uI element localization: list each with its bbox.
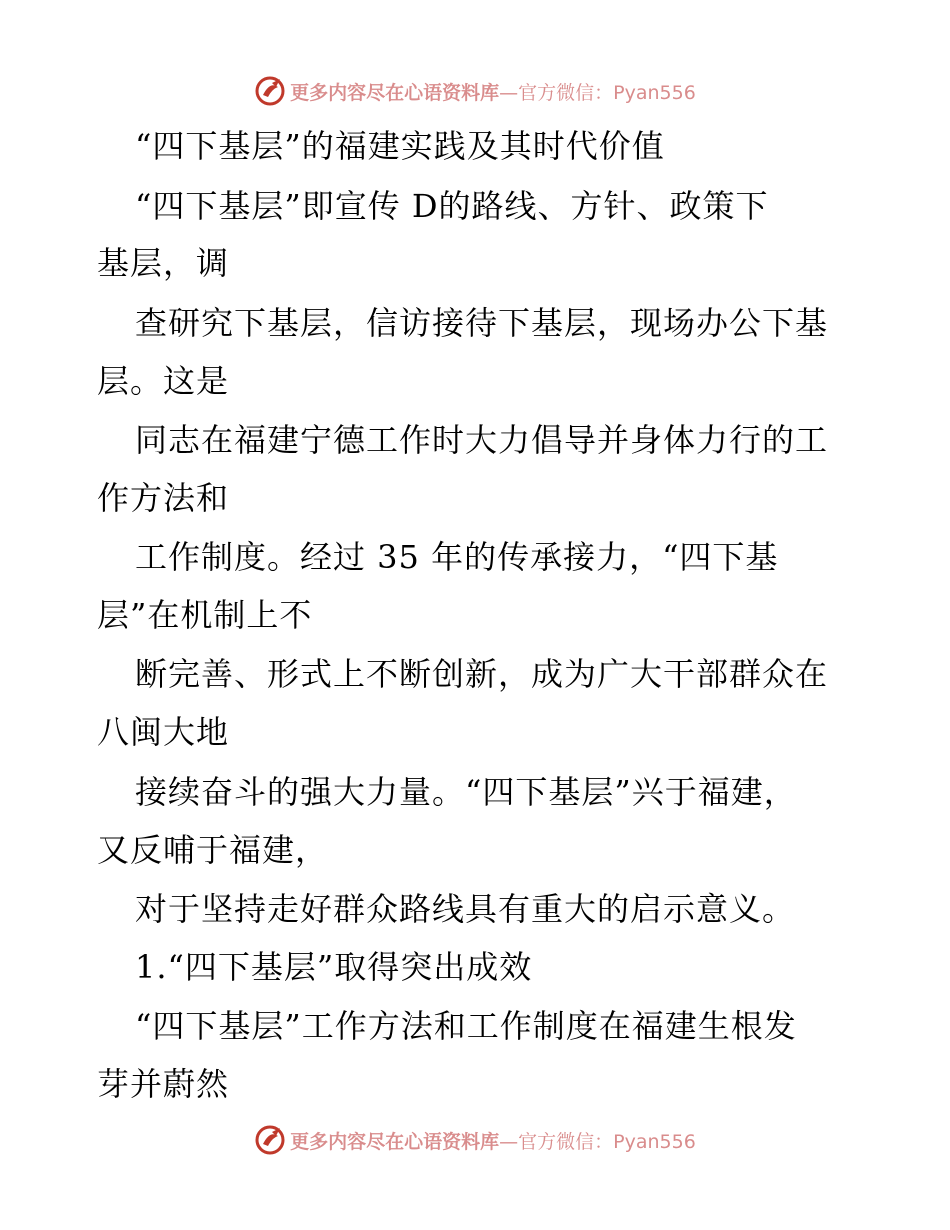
paragraph-line: 作方法和: [97, 479, 230, 517]
paragraph-line: 基层，调: [97, 244, 230, 282]
paragraph-line: “四下基层”即宣传 D的路线、方针、政策下: [135, 187, 769, 225]
paragraph-line: 断完善、形式上不断创新，成为广大干部群众在: [135, 655, 829, 693]
paragraph-line: 层。这是: [97, 362, 230, 400]
paragraph-line: 对于坚持走好群众路线具有重大的启示意义。: [135, 890, 796, 928]
paragraph-line: 层”在机制上不: [97, 596, 313, 634]
paragraph-line: 芽并蔚然: [97, 1065, 230, 1103]
seal-logo-icon: [254, 1124, 286, 1156]
doc-title: “四下基层”的福建实践及其时代价值: [135, 127, 665, 165]
header-watermark-text: 更多内容尽在心语资料库—官方微信：Pyan556: [290, 81, 696, 104]
paragraph-line: 又反哺于福建，: [97, 831, 329, 869]
paragraph-line: 八闽大地: [97, 713, 230, 751]
paragraph-line: 同志在福建宁德工作时大力倡导并身体力行的工: [135, 421, 829, 459]
paragraph-line: 接续奋斗的强大力量。“四下基层”兴于福建，: [135, 773, 797, 811]
section-heading: 1.“四下基层”取得突出成效: [135, 948, 533, 986]
footer-watermark: [0, 1120, 950, 1160]
footer-watermark-text: 更多内容尽在心语资料库—官方微信：Pyan556: [290, 1130, 696, 1153]
paragraph-line: 工作制度。经过 35 年的传承接力，“四下基: [135, 538, 779, 576]
paragraph-line: 查研究下基层，信访接待下基层，现场办公下基: [135, 304, 829, 342]
paragraph-line: “四下基层”工作方法和工作制度在福建生根发: [135, 1007, 797, 1045]
